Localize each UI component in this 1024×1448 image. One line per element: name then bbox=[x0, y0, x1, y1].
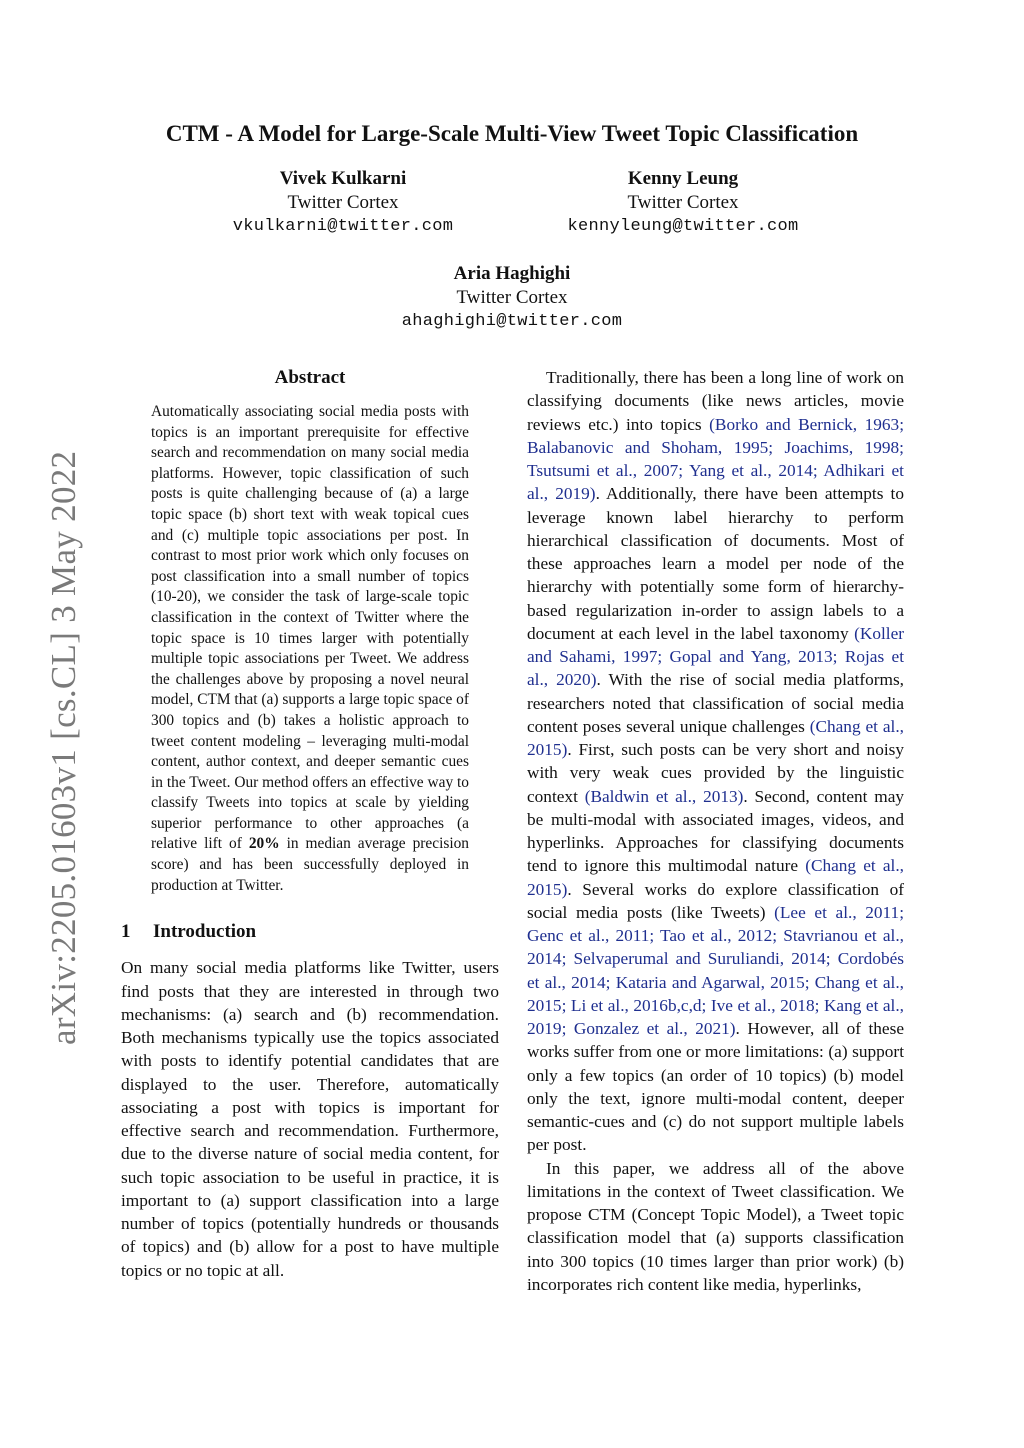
paragraph-text: . Several works do explore classification of social media posts (like Tweets) bbox=[527, 879, 904, 922]
citation-link[interactable]: (Koller and Sahami, 1997; Gopal and Yang, 2013; Rojas et al., 2020) bbox=[527, 623, 904, 690]
author-block-1 bbox=[213, 167, 473, 239]
abstract-heading: Abstract bbox=[274, 367, 346, 388]
abstract-text bbox=[151, 402, 469, 896]
abstract-text-part: in median average precision score) and has been successfully deployed in production at Twitter. bbox=[151, 835, 469, 894]
abstract-text-part: Automatically associating social media posts with topics is an important prerequisite for effective search and recommendation on many social media platforms. However, topic classification of such posts is quite challenging because of (a) a large topic space (b) short text with weak topical cues and (c) multiple topic associations per post. In contrast to most prior work which only focuses on post classification into a small number of topics (10-20), we consider the task of large-scale topic classification in the context of Twitter where the topic space is 10 times larger with potentially multiple topic associations per Tweet. We address the challenges above by proposing a novel neural model, CTM that (a) supports a large topic space of 300 topics and (b) takes a holistic approach to tweet content modeling – leveraging multi-modal content, author context, and deeper semantic cues in the Tweet. Our method offers an effective way to classify Tweets into topics at scale by yielding superior performance to other approaches (a relative lift of bbox=[151, 403, 469, 853]
arxiv-identifier: arXiv:2205.01603v1 [cs.CL] 3 May 2022 bbox=[44, 450, 83, 1045]
intro-paragraph-1: On many social media platforms like Twitter, users find posts that they are interested in through two mechanisms: (a) search and (b) recommendation. Both mechanisms typically use the topics associated with posts to identify potential candidates that are displayed to the user. Therefore, automatically associating a post with topics is important for effective search and recommendation. Furthermore, due to the diverse nature of social media content, for such topic association to be useful in practice, it is important to (a) support classification into a large number of topics (potentially hundreds or thousands of topics) and (b) allow for a post to have multiple topics or no topic at all. bbox=[121, 958, 499, 1280]
author-name: Kenny Leung bbox=[627, 168, 739, 189]
paper-title: CTM - A Model for Large-Scale Multi-View Tweet Topic Classification bbox=[165, 121, 859, 146]
paragraph-text: . First, such posts can be very short and noisy with very weak cues provided by the linguistic context bbox=[527, 740, 904, 806]
left-column bbox=[121, 366, 499, 1282]
intro-paragraph-3: In this paper, we address all of the above limitations in the context of Tweet classification. We propose CTM (Concept Topic Model), a Tweet topic classification model that (a) supports classification into 300 topics (10 times larger than prior work) (b) incorporates rich content like media, hyperlinks, bbox=[527, 1158, 904, 1294]
intro-paragraph-2 bbox=[527, 366, 904, 1157]
author-affiliation: Twitter Cortex bbox=[287, 192, 399, 213]
author-email: ahaghighi@twitter.com bbox=[401, 312, 623, 331]
section-number: 1 bbox=[121, 921, 131, 943]
section-heading-introduction bbox=[121, 920, 499, 944]
author-email: kennyleung@twitter.com bbox=[567, 217, 799, 236]
citation-link[interactable]: (Chang et al., 2015) bbox=[527, 856, 905, 899]
citation-link[interactable]: (Chang et al., 2015) bbox=[527, 716, 904, 759]
right-column bbox=[527, 366, 904, 1296]
author-email: vkulkarni@twitter.com bbox=[232, 217, 454, 236]
citation-link[interactable]: (Baldwin et al., 2013) bbox=[584, 786, 744, 806]
author-affiliation: Twitter Cortex bbox=[456, 287, 568, 308]
author-block-3 bbox=[382, 262, 642, 334]
paragraph-text: . However, all of these works suffer from one or more limitations: (a) support only a few topics (an order of 10 topics) (b) model only the text, ignore multi-modal content, deeper semantic-cues and (c) do not support multiple labels per post. bbox=[527, 1019, 904, 1155]
author-name: Aria Haghighi bbox=[453, 263, 571, 284]
paragraph-text: . Second, content may be multi-modal with associated images, videos, and hyperlinks. Approaches for classifying documents tend to ignore this multimodal nature bbox=[527, 786, 905, 876]
paragraph-text: . Additionally, there have been attempts to leverage known label hierarchy to perform hierarchical classification of documents. Most of these approaches learn a model per node of the hierarchy with potentially some form of hierarchy-based regularization in-order to assign labels to a document at each level in the label taxonomy bbox=[527, 484, 905, 643]
section-title: Introduction bbox=[153, 921, 257, 943]
author-block-2 bbox=[548, 167, 818, 239]
citation-link[interactable]: (Borko and Bernick, 1963; Balabanovic and Shoham, 1995; Joachims, 1998; Tsutsumi et al., 2007; Yang et al., 2014; Adhikari et al., 2019) bbox=[527, 414, 904, 504]
citation-link[interactable]: (Lee et al., 2011; Genc et al., 2011; Tao et al., 2012; Stavrianou et al., 2014; Selvaperumal and Suruliandi, 2014; Cordobés et al., 2014; Kataria and Agarwal, 2015; Chang et al., 2015; Li et al., 2016b,c,d; Ive et al., 2018; Kang et al., 2019; Gonzalez et al., 2021) bbox=[527, 902, 905, 1038]
paragraph-text: Traditionally, there has been a long line of work on classifying documents (like news articles, movie reviews etc.) into topics bbox=[527, 368, 904, 434]
paragraph-text: . With the rise of social media platforms, researchers noted that classification of social media content poses several unique challenges bbox=[527, 670, 905, 736]
author-affiliation: Twitter Cortex bbox=[627, 192, 739, 213]
abstract-lift-value: 20% bbox=[248, 835, 280, 853]
author-name: Vivek Kulkarni bbox=[279, 168, 407, 189]
